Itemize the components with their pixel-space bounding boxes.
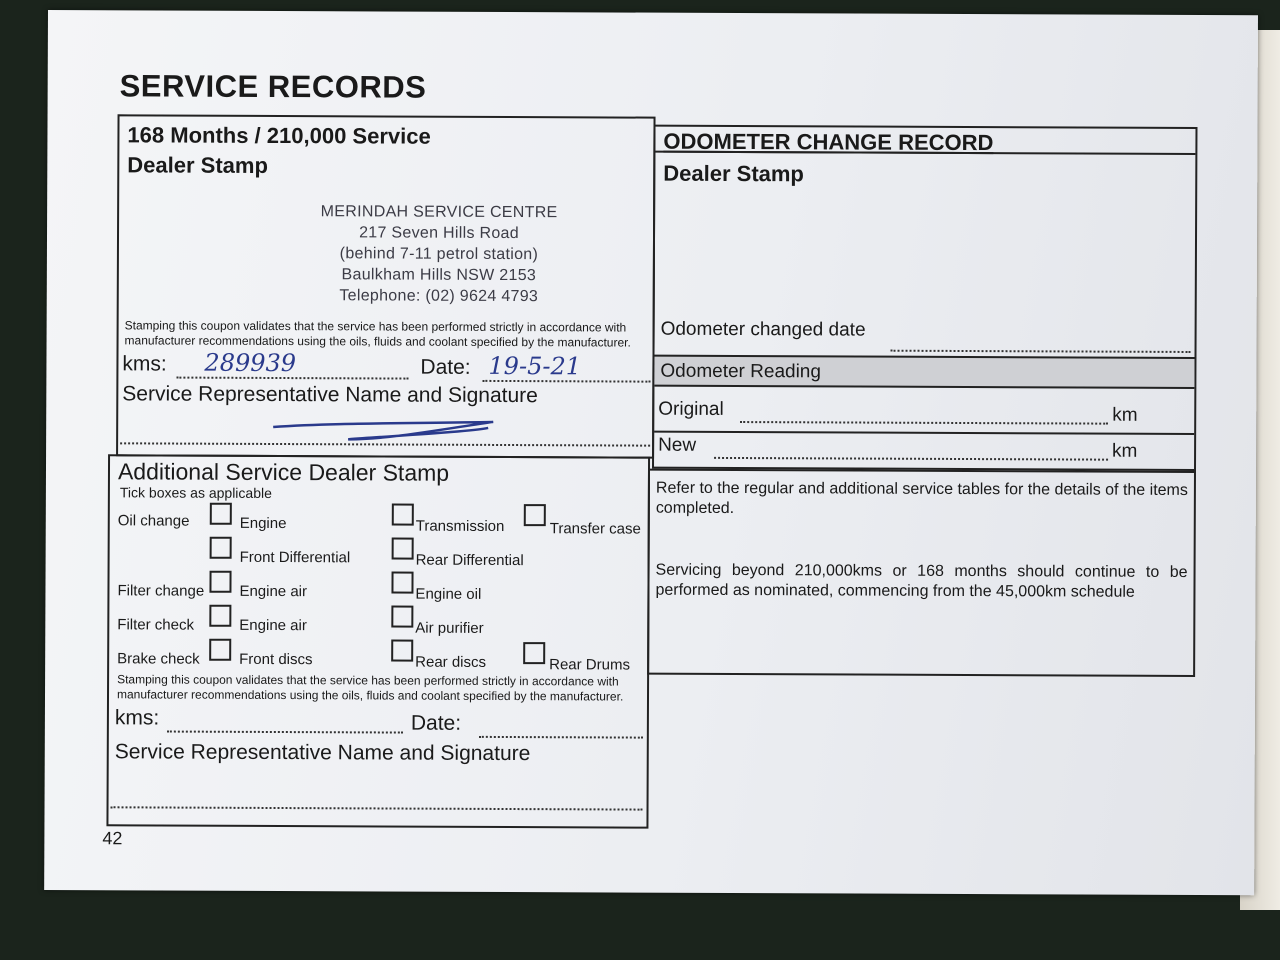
oil-change-label: Oil change bbox=[117, 512, 190, 530]
service-book-page bbox=[44, 10, 1258, 895]
transmission-label: Transmission bbox=[415, 517, 505, 535]
stamp-line: MERINDAH SERVICE CENTRE bbox=[320, 203, 558, 222]
additional-service-box bbox=[106, 454, 650, 828]
odometer-change-box bbox=[652, 125, 1197, 471]
page-number: 42 bbox=[102, 828, 123, 849]
validation-notice: Stamping this coupon validates that the service has been performed strictly in accordance with manufacturer recommendations using the oils, fluids and coolant specified by the manufacturer. bbox=[124, 318, 631, 350]
rear-discs-checkbox[interactable] bbox=[391, 640, 413, 662]
engine-air-filter-check-checkbox[interactable] bbox=[209, 605, 231, 627]
additional-date-label: Date: bbox=[410, 711, 462, 735]
additional-kms-label: kms: bbox=[114, 706, 160, 730]
new-km-unit: km bbox=[1112, 440, 1138, 462]
engine-oil-change-checkbox[interactable] bbox=[210, 503, 232, 525]
service-record-box bbox=[116, 114, 655, 458]
odometer-heading: ODOMETER CHANGE RECORD bbox=[663, 128, 994, 156]
odometer-row-divider bbox=[654, 431, 1194, 435]
filter-change-label: Filter change bbox=[117, 582, 205, 600]
new-km-line[interactable] bbox=[714, 457, 1108, 461]
odometer-changed-date-label: Odometer changed date bbox=[660, 318, 866, 341]
page-title: SERVICE RECORDS bbox=[119, 68, 427, 105]
dealer-stamp-impression bbox=[299, 201, 579, 307]
transfer-case-label: Transfer case bbox=[549, 520, 641, 538]
date-handwritten-value: 19-5-21 bbox=[488, 351, 582, 381]
rear-drums-label: Rear Drums bbox=[549, 656, 631, 674]
stamp-line: 217 Seven Hills Road bbox=[359, 224, 520, 243]
additional-signature-line[interactable] bbox=[111, 806, 643, 810]
original-label: Original bbox=[658, 398, 724, 420]
rear-differential-label: Rear Differential bbox=[415, 551, 524, 570]
stamp-line: Baulkham Hills NSW 2153 bbox=[341, 266, 537, 285]
service-heading: 168 Months / 210,000 Service bbox=[127, 122, 431, 149]
info-paragraph-1: Refer to the regular and additional service tables for the details of the items completed. bbox=[655, 479, 1188, 517]
date-line[interactable] bbox=[482, 380, 650, 383]
odometer-changed-date-line[interactable] bbox=[891, 350, 1191, 353]
rear-differential-checkbox[interactable] bbox=[392, 538, 414, 560]
odometer-reading-label: Odometer Reading bbox=[660, 360, 822, 383]
transfer-case-checkbox[interactable] bbox=[524, 504, 546, 526]
engine-air-label-2: Engine air bbox=[239, 616, 307, 635]
engine-oil-filter-checkbox[interactable] bbox=[391, 572, 413, 594]
dealer-stamp-label: Dealer Stamp bbox=[127, 152, 269, 178]
additional-kms-line[interactable] bbox=[167, 731, 403, 734]
transmission-checkbox[interactable] bbox=[392, 504, 414, 526]
engine-oil-label: Engine oil bbox=[415, 585, 482, 603]
kms-label: kms: bbox=[122, 352, 167, 376]
date-label: Date: bbox=[420, 355, 471, 379]
brake-check-label: Brake check bbox=[117, 650, 200, 668]
info-paragraph-2: Servicing beyond 210,000kms or 168 months should continue to be performed as nominated, commencing from the 45,000km schedule bbox=[655, 561, 1188, 601]
air-purifier-checkbox[interactable] bbox=[391, 606, 413, 628]
air-purifier-label: Air purifier bbox=[415, 619, 484, 637]
original-km-unit: km bbox=[1112, 404, 1138, 426]
tick-instruction: Tick boxes as applicable bbox=[119, 484, 272, 501]
odometer-reading-bar bbox=[654, 355, 1194, 389]
additional-validation-notice: Stamping this coupon validates that the service has been performed strictly in accordance with manufacturer recommendations using the oils, fluids and coolant specified by the manufacturer. bbox=[116, 672, 624, 704]
additional-heading: Additional Service Dealer Stamp bbox=[117, 458, 450, 486]
additional-date-line[interactable] bbox=[479, 736, 643, 739]
filter-check-label: Filter check bbox=[117, 616, 195, 634]
front-discs-label: Front discs bbox=[239, 650, 313, 669]
info-box bbox=[647, 469, 1196, 677]
engine-label: Engine bbox=[239, 514, 287, 533]
front-discs-checkbox[interactable] bbox=[209, 639, 231, 661]
front-differential-checkbox[interactable] bbox=[210, 537, 232, 559]
rear-discs-label: Rear discs bbox=[415, 653, 487, 671]
stamp-line: Telephone: (02) 9624 4793 bbox=[339, 287, 539, 306]
engine-air-filter-change-checkbox[interactable] bbox=[209, 571, 231, 593]
service-rep-label: Service Representative Name and Signature bbox=[122, 382, 538, 408]
odometer-dealer-stamp-label: Dealer Stamp bbox=[663, 160, 804, 187]
new-label: New bbox=[658, 434, 697, 456]
additional-rep-label: Service Representative Name and Signature bbox=[114, 740, 531, 766]
stamp-line: (behind 7-11 petrol station) bbox=[339, 245, 539, 264]
front-differential-label: Front Differential bbox=[239, 548, 351, 567]
kms-handwritten-value: 289939 bbox=[204, 348, 297, 378]
engine-air-label: Engine air bbox=[239, 582, 308, 601]
original-km-line[interactable] bbox=[740, 421, 1108, 425]
rear-drums-checkbox[interactable] bbox=[523, 642, 545, 664]
